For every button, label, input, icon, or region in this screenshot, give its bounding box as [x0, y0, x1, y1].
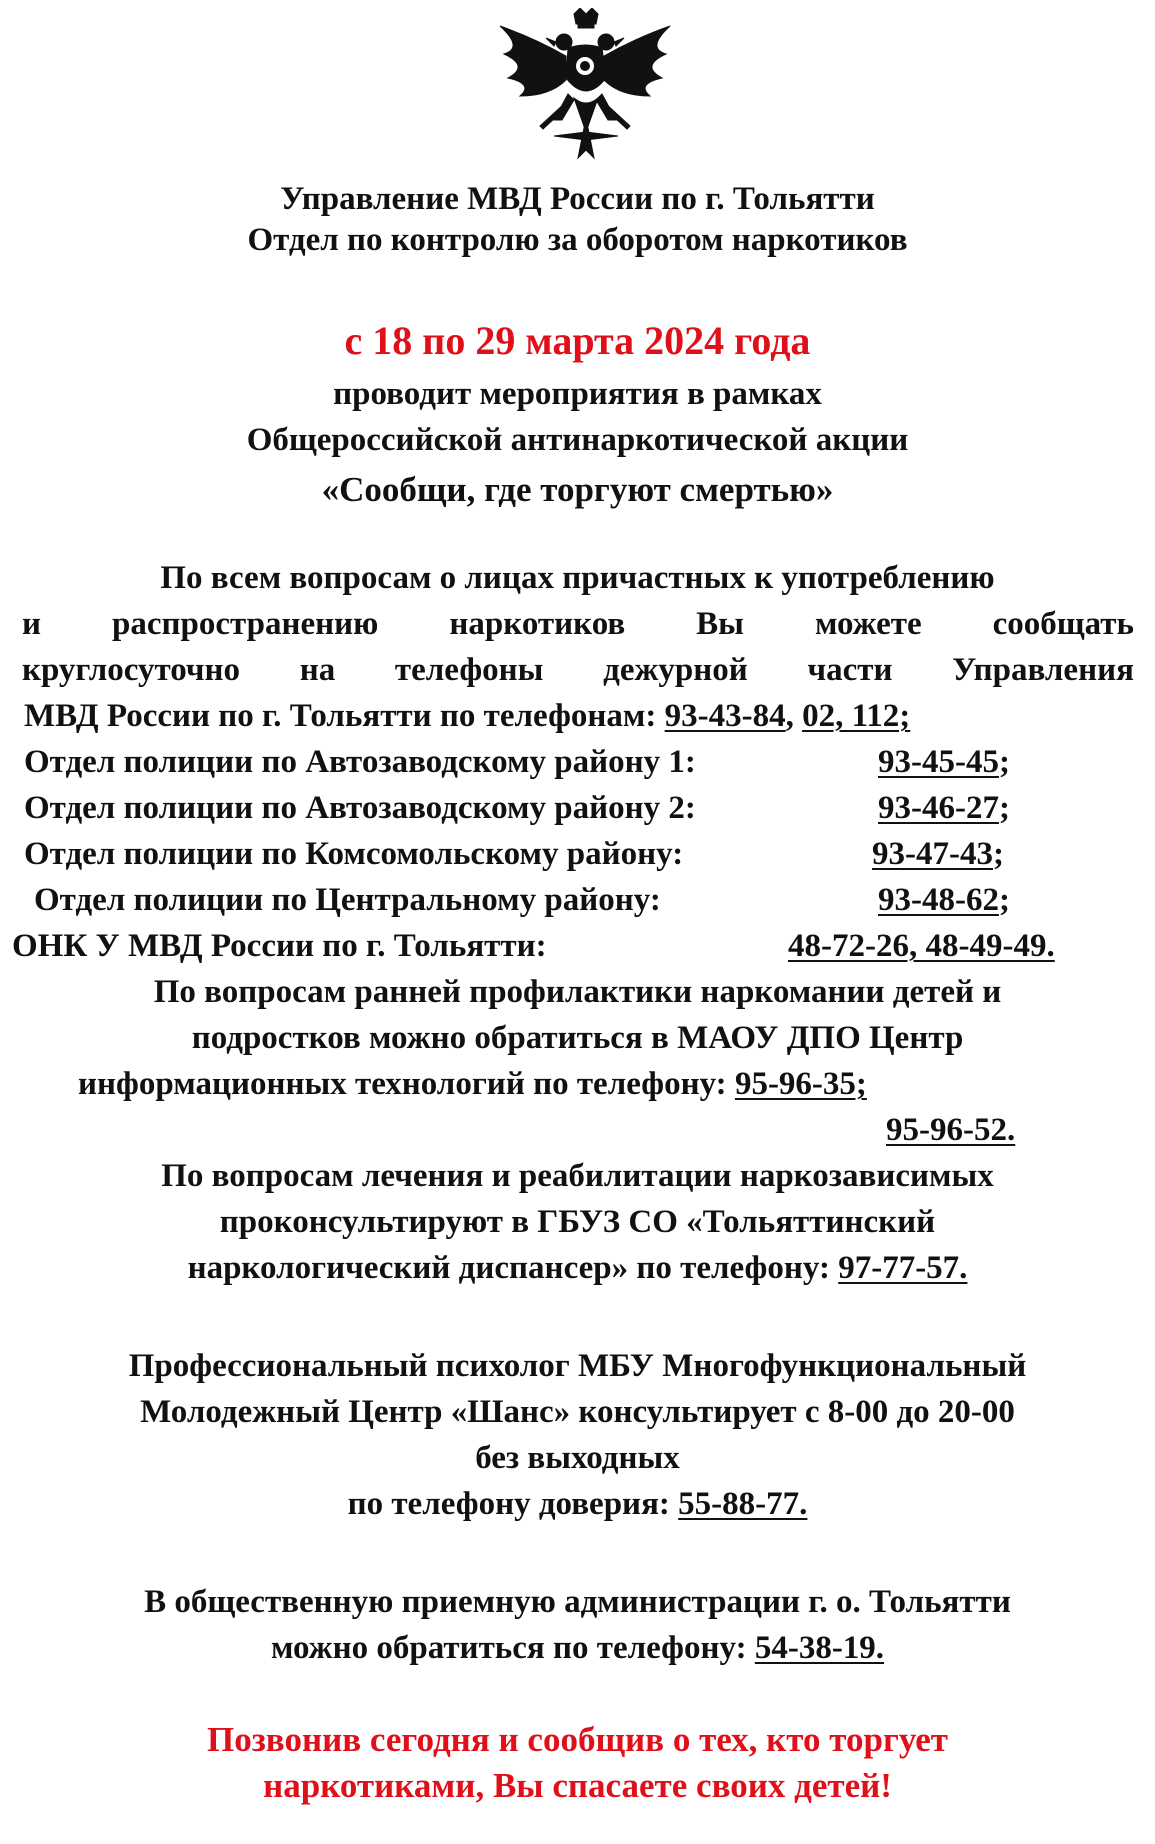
- prevention-line-2: подростков можно обратиться в МАОУ ДПО Центр: [191, 1020, 964, 1056]
- administration-phone-label: можно обратиться по телефону:: [270, 1630, 747, 1666]
- psychologist-line-1: Профессиональный психолог МБУ Многофункциональный: [128, 1348, 1027, 1384]
- action-name: «Сообщи, где торгуют смертью»: [321, 470, 834, 509]
- phone-short[interactable]: 02, 112;: [802, 698, 911, 734]
- treatment-phone[interactable]: 97-77-57.: [838, 1250, 968, 1286]
- closing-line-1: Позвонив сегодня и сообщив о тех, кто торгует: [207, 1720, 948, 1759]
- intro-word: дежурной: [603, 652, 748, 688]
- administration-line-2: [0, 1632, 1155, 1665]
- department-phone-end: ;: [998, 744, 1010, 780]
- psychologist-line-2: Молодежный Центр «Шанс» консультирует с 8-00 до 20-00: [140, 1394, 1015, 1430]
- department-phone-end: ;: [992, 836, 1004, 872]
- header-line-1: Управление МВД России по г. Тольятти: [280, 181, 875, 217]
- prevention-line-3: [78, 1068, 867, 1101]
- department-phone-cell: [878, 792, 1010, 825]
- department-phone[interactable]: 93-48-62: [878, 882, 999, 918]
- department-phone[interactable]: 93-46-27: [878, 790, 999, 826]
- intro-word: наркотиков: [449, 606, 626, 642]
- prevention-phone-label: информационных технологий по телефону:: [78, 1066, 727, 1102]
- department-phone-end: ;: [998, 882, 1010, 918]
- administration-line-1: В общественную приемную администрации г. о. Тольятти: [144, 1584, 1011, 1620]
- intro-phones-label: МВД России по г. Тольятти по телефонам:: [24, 698, 657, 734]
- prevention-phone-1[interactable]: 95-96-35;: [734, 1066, 867, 1102]
- closing-line-2: наркотиками, Вы спасаете своих детей!: [263, 1766, 892, 1805]
- prevention-phone-2[interactable]: 95-96-52.: [886, 1112, 1016, 1148]
- intro-word: и: [22, 606, 42, 642]
- prevention-line-4: [886, 1114, 1015, 1147]
- intro-word: Вы: [696, 606, 744, 642]
- intro-line-2: [22, 608, 1134, 641]
- intro-word: круглосуточно: [22, 652, 241, 688]
- phone-separator: ,: [785, 698, 794, 734]
- treatment-line-3: [0, 1252, 1155, 1285]
- department-label: Отдел полиции по Центральному району:: [34, 882, 661, 918]
- department-label: Отдел полиции по Автозаводскому району 1:: [24, 744, 696, 780]
- department-phone[interactable]: 48-72-26, 48-49-49.: [788, 928, 1055, 964]
- psychologist-line-3: без выходных: [475, 1440, 680, 1476]
- department-row: [24, 746, 696, 779]
- department-phone-cell: [878, 884, 1010, 917]
- department-phone-end: ;: [998, 790, 1010, 826]
- department-label: ОНК У МВД России по г. Тольятти:: [12, 928, 547, 964]
- intro-word: на: [299, 652, 336, 688]
- event-dates: с 18 по 29 марта 2024 года: [344, 318, 811, 363]
- phone-main[interactable]: 93-43-84: [664, 698, 786, 734]
- department-row: [24, 838, 683, 871]
- intro-word: распространению: [112, 606, 379, 642]
- treatment-phone-label: наркологический диспансер» по телефону:: [187, 1250, 830, 1286]
- header-line-2: Отдел по контролю за оборотом наркотиков: [247, 222, 908, 258]
- administration-phone[interactable]: 54-38-19.: [754, 1630, 885, 1666]
- department-phone[interactable]: 93-47-43: [872, 836, 993, 872]
- psychologist-phone[interactable]: 55-88-77.: [678, 1486, 808, 1522]
- intro-word: части: [807, 652, 893, 688]
- psychologist-phone-label: по телефону доверия:: [347, 1486, 670, 1522]
- department-row: [12, 930, 547, 963]
- intro-line-1: По всем вопросам о лицах причастных к употреблению: [160, 560, 995, 596]
- intro-word: телефоны: [394, 652, 544, 688]
- department-label: Отдел полиции по Комсомольскому району:: [24, 836, 684, 872]
- department-label: Отдел полиции по Автозаводскому району 2:: [24, 790, 696, 826]
- intro-line-3: [22, 654, 1134, 687]
- action-line-1: проводит мероприятия в рамках: [333, 376, 822, 412]
- prevention-line-1: По вопросам ранней профилактики наркомании детей и: [153, 974, 1002, 1010]
- department-row: [34, 884, 661, 917]
- intro-word: сообщать: [992, 606, 1134, 642]
- intro-word: Управления: [952, 652, 1134, 688]
- psychologist-line-4: [0, 1488, 1155, 1521]
- department-row: [24, 792, 696, 825]
- department-phone[interactable]: 93-45-45: [878, 744, 999, 780]
- double-headed-eagle-emblem-icon: [494, 8, 674, 168]
- treatment-line-1: По вопросам лечения и реабилитации наркозависимых: [161, 1158, 994, 1194]
- department-phone-cell: [788, 930, 1055, 963]
- department-phone-cell: [872, 838, 1004, 871]
- intro-word: можете: [814, 606, 922, 642]
- intro-line-4: [24, 700, 910, 733]
- department-phone-cell: [878, 746, 1010, 779]
- action-line-2: Общероссийской антинаркотической акции: [246, 422, 909, 458]
- treatment-line-2: проконсультируют в ГБУЗ СО «Тольяттинский: [219, 1204, 936, 1240]
